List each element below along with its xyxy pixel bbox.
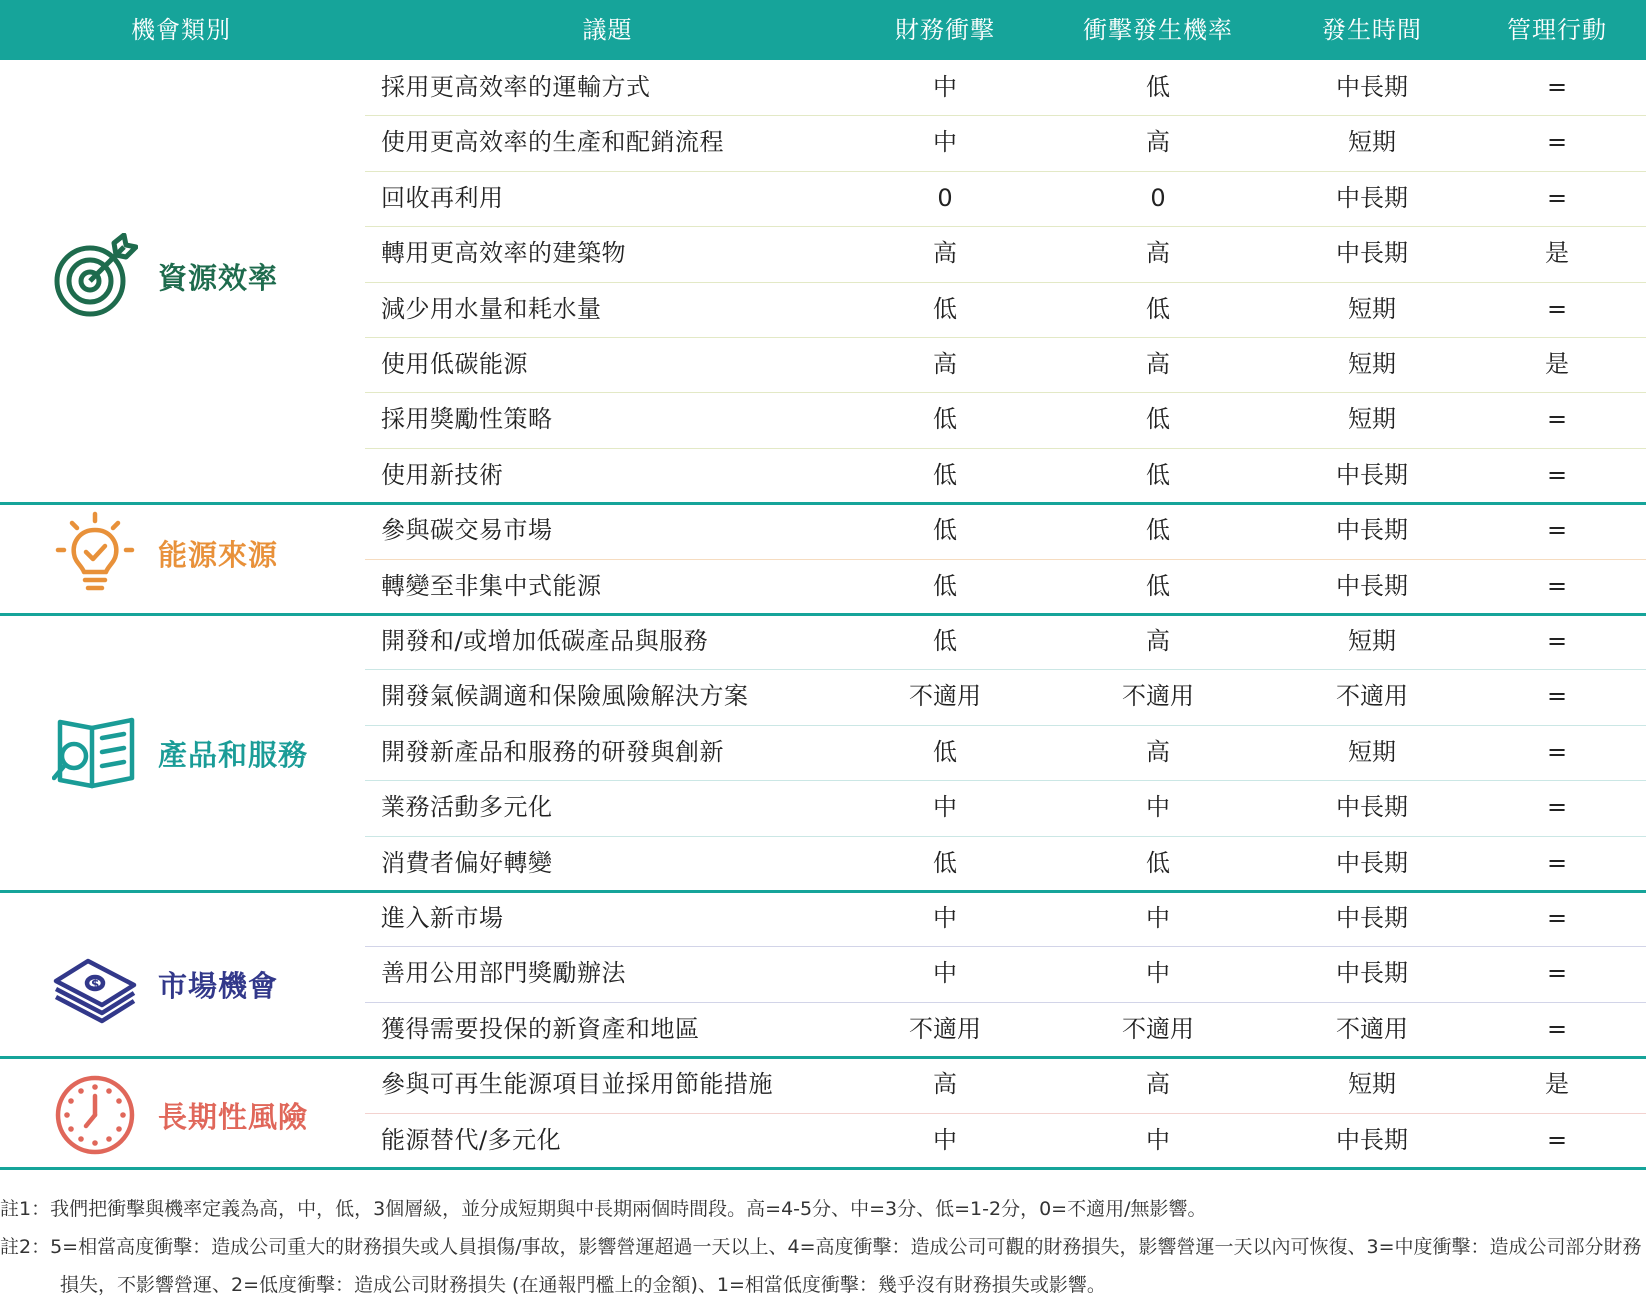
probability-cell: 高 — [1146, 128, 1170, 157]
table-row — [365, 1113, 1646, 1168]
impact-cell: 中 — [933, 904, 957, 932]
table-row — [365, 337, 1646, 392]
table-row — [365, 614, 1646, 669]
action-cell: = — [1546, 627, 1568, 655]
timing-cell: 短期 — [1348, 128, 1396, 157]
money-stack-icon — [52, 941, 138, 1027]
svg-text:$: $ — [91, 977, 100, 992]
action-cell: = — [1546, 959, 1568, 988]
topic-cell: 獲得需要投保的新資產和地區 — [381, 1014, 700, 1043]
table-row — [365, 282, 1646, 337]
action-cell: 是 — [1545, 239, 1569, 268]
probability-cell: 中 — [1146, 959, 1170, 988]
lightbulb-check-icon — [52, 510, 138, 596]
topic-cell: 消費者偏好轉變 — [381, 848, 553, 877]
header-timing: 發生時間 — [1322, 16, 1422, 44]
topic-cell: 回收再利用 — [381, 183, 504, 212]
action-cell: = — [1546, 1125, 1568, 1154]
impact-cell: 低 — [933, 848, 957, 877]
footnotes — [0, 1190, 1646, 1304]
category-label: 能源來源 — [158, 537, 279, 572]
impact-cell: 高 — [933, 350, 957, 378]
timing-cell: 中長期 — [1336, 959, 1408, 988]
table-row — [365, 171, 1646, 226]
impact-cell: 不適用 — [909, 682, 981, 711]
action-cell: = — [1546, 1014, 1568, 1043]
action-cell: = — [1546, 682, 1568, 711]
header-probability: 衝擊發生機率 — [1083, 16, 1233, 44]
table-row — [365, 1002, 1646, 1057]
topic-cell: 開發氣候調適和保險風險解決方案 — [381, 682, 749, 711]
topic-cell: 轉變至非集中式能源 — [381, 571, 602, 600]
probability-cell: 中 — [1146, 793, 1170, 822]
category-cell — [0, 503, 362, 614]
impact-cell: 中 — [933, 73, 957, 101]
action-cell: = — [1546, 405, 1568, 434]
impact-cell: 中 — [933, 1125, 957, 1154]
footnote-1: 註1：我們把衝擊與機率定義為高，中，低，3個層級，並分成短期與中長期兩個時間段。高=4-5分、中=3分、低=1-2分，0=不適用/無影響。 — [0, 1198, 1207, 1220]
header-topic: 議題 — [582, 16, 633, 44]
topic-cell: 減少用水量和耗水量 — [381, 294, 602, 323]
probability-cell: 高 — [1146, 627, 1170, 655]
header-impact: 財務衝擊 — [895, 16, 995, 44]
category-label: 資源效率 — [158, 260, 279, 295]
timing-cell: 短期 — [1348, 350, 1396, 378]
table-row — [365, 780, 1646, 835]
table-row — [365, 226, 1646, 281]
impact-cell: 低 — [933, 627, 957, 655]
probability-cell: 中 — [1146, 1125, 1170, 1154]
probability-cell: 不適用 — [1122, 682, 1194, 711]
impact-cell: 低 — [933, 405, 957, 434]
impact-cell: 低 — [933, 460, 957, 489]
topic-cell: 善用公用部門獎勵辦法 — [381, 959, 626, 988]
timing-cell: 中長期 — [1336, 904, 1408, 932]
timing-cell: 中長期 — [1336, 793, 1408, 822]
probability-cell: 低 — [1146, 848, 1170, 877]
probability-cell: 低 — [1146, 516, 1170, 545]
action-cell: 是 — [1545, 1070, 1569, 1099]
topic-cell: 轉用更高效率的建築物 — [381, 239, 626, 268]
table-row — [365, 946, 1646, 1001]
impact-cell: 不適用 — [909, 1014, 981, 1043]
table-row — [365, 669, 1646, 724]
category-cell — [0, 1057, 362, 1168]
category-label: 市場機會 — [158, 969, 279, 1004]
probability-cell: 高 — [1146, 1070, 1170, 1099]
timing-cell: 中長期 — [1336, 183, 1408, 212]
action-cell: = — [1546, 460, 1568, 489]
impact-cell: 低 — [933, 516, 957, 545]
table-row — [365, 115, 1646, 170]
table-row — [365, 836, 1646, 891]
probability-cell: 低 — [1146, 571, 1170, 600]
impact-cell: 中 — [933, 959, 957, 988]
impact-cell: 中 — [933, 793, 957, 822]
timing-cell: 短期 — [1348, 1070, 1396, 1099]
probability-cell: 高 — [1146, 737, 1170, 766]
category-label: 產品和服務 — [158, 737, 309, 772]
probability-cell: 低 — [1146, 405, 1170, 434]
group-divider — [0, 1167, 1646, 1170]
timing-cell: 中長期 — [1336, 571, 1408, 600]
timing-cell: 中長期 — [1336, 1125, 1408, 1154]
table-row — [365, 891, 1646, 946]
clock-icon — [52, 1072, 138, 1158]
probability-cell: 低 — [1146, 460, 1170, 489]
probability-cell: 中 — [1146, 904, 1170, 932]
topic-cell: 參與碳交易市場 — [381, 516, 553, 545]
timing-cell: 短期 — [1348, 405, 1396, 434]
impact-cell: 高 — [933, 239, 957, 268]
header-action: 管理行動 — [1507, 16, 1607, 44]
probability-cell: 不適用 — [1122, 1014, 1194, 1043]
timing-cell: 不適用 — [1336, 1014, 1408, 1043]
document-magnifier-icon — [52, 710, 138, 796]
topic-cell: 使用更高效率的生產和配銷流程 — [381, 128, 724, 157]
action-cell: = — [1546, 294, 1568, 323]
table-row — [365, 559, 1646, 614]
action-cell: = — [1546, 516, 1568, 545]
category-cell — [0, 614, 362, 891]
probability-cell: 高 — [1146, 239, 1170, 268]
impact-cell: 低 — [933, 737, 957, 766]
action-cell: = — [1546, 848, 1568, 877]
topic-cell: 開發和/或增加低碳產品與服務 — [381, 627, 709, 655]
topic-cell: 採用更高效率的運輸方式 — [381, 73, 651, 101]
action-cell: = — [1546, 183, 1568, 212]
footnote-2: 註2：5=相當高度衝擊：造成公司重大的財務損失或人員損傷/事故，影響營運超過一天以上、4=高度衝擊：造成公司可觀的財務損失，影響營運一天以內可恢復、3=中度衝擊：造成公司部分財務損失，不影響營運、2=低度衝擊：造成公司財務損失 (在通報門檻上的金額)、1=相當低度衝擊：幾乎沒有財務損失或影響。 — [0, 1236, 1642, 1296]
impact-cell: 中 — [933, 128, 957, 157]
action-cell: = — [1546, 904, 1568, 932]
table-row — [365, 1057, 1646, 1112]
timing-cell: 不適用 — [1336, 682, 1408, 711]
action-cell: = — [1546, 128, 1568, 157]
action-cell: = — [1546, 571, 1568, 600]
timing-cell: 中長期 — [1336, 516, 1408, 545]
impact-cell: 低 — [933, 571, 957, 600]
topic-cell: 開發新產品和服務的研發與創新 — [381, 737, 724, 766]
header-category: 機會類別 — [131, 16, 231, 44]
table-row — [365, 725, 1646, 780]
table-row — [365, 448, 1646, 503]
impact-cell: 0 — [937, 183, 953, 212]
action-cell: = — [1546, 737, 1568, 766]
action-cell: 是 — [1545, 350, 1569, 378]
category-label: 長期性風險 — [158, 1099, 309, 1134]
table-row — [365, 503, 1646, 558]
topic-cell: 採用獎勵性策略 — [381, 405, 553, 434]
target-icon — [52, 233, 138, 319]
timing-cell: 中長期 — [1336, 239, 1408, 268]
timing-cell: 短期 — [1348, 627, 1396, 655]
category-cell — [0, 60, 362, 503]
timing-cell: 中長期 — [1336, 460, 1408, 489]
probability-cell: 低 — [1146, 294, 1170, 323]
table-row — [365, 60, 1646, 115]
topic-cell: 進入新市場 — [381, 904, 504, 932]
timing-cell: 中長期 — [1336, 73, 1408, 101]
timing-cell: 中長期 — [1336, 848, 1408, 877]
topic-cell: 使用低碳能源 — [381, 350, 528, 378]
action-cell: = — [1546, 793, 1568, 822]
topic-cell: 業務活動多元化 — [381, 793, 553, 822]
topic-cell: 使用新技術 — [381, 460, 504, 489]
probability-cell: 低 — [1146, 73, 1170, 101]
impact-cell: 高 — [933, 1070, 957, 1099]
category-cell — [0, 891, 362, 1057]
table-header — [0, 0, 1646, 60]
impact-cell: 低 — [933, 294, 957, 323]
topic-cell: 參與可再生能源項目並採用節能措施 — [381, 1070, 773, 1099]
probability-cell: 高 — [1146, 350, 1170, 378]
topic-cell: 能源替代/多元化 — [381, 1125, 562, 1154]
table-row — [365, 392, 1646, 447]
action-cell: = — [1546, 73, 1568, 101]
probability-cell: 0 — [1150, 183, 1166, 212]
timing-cell: 短期 — [1348, 294, 1396, 323]
timing-cell: 短期 — [1348, 737, 1396, 766]
